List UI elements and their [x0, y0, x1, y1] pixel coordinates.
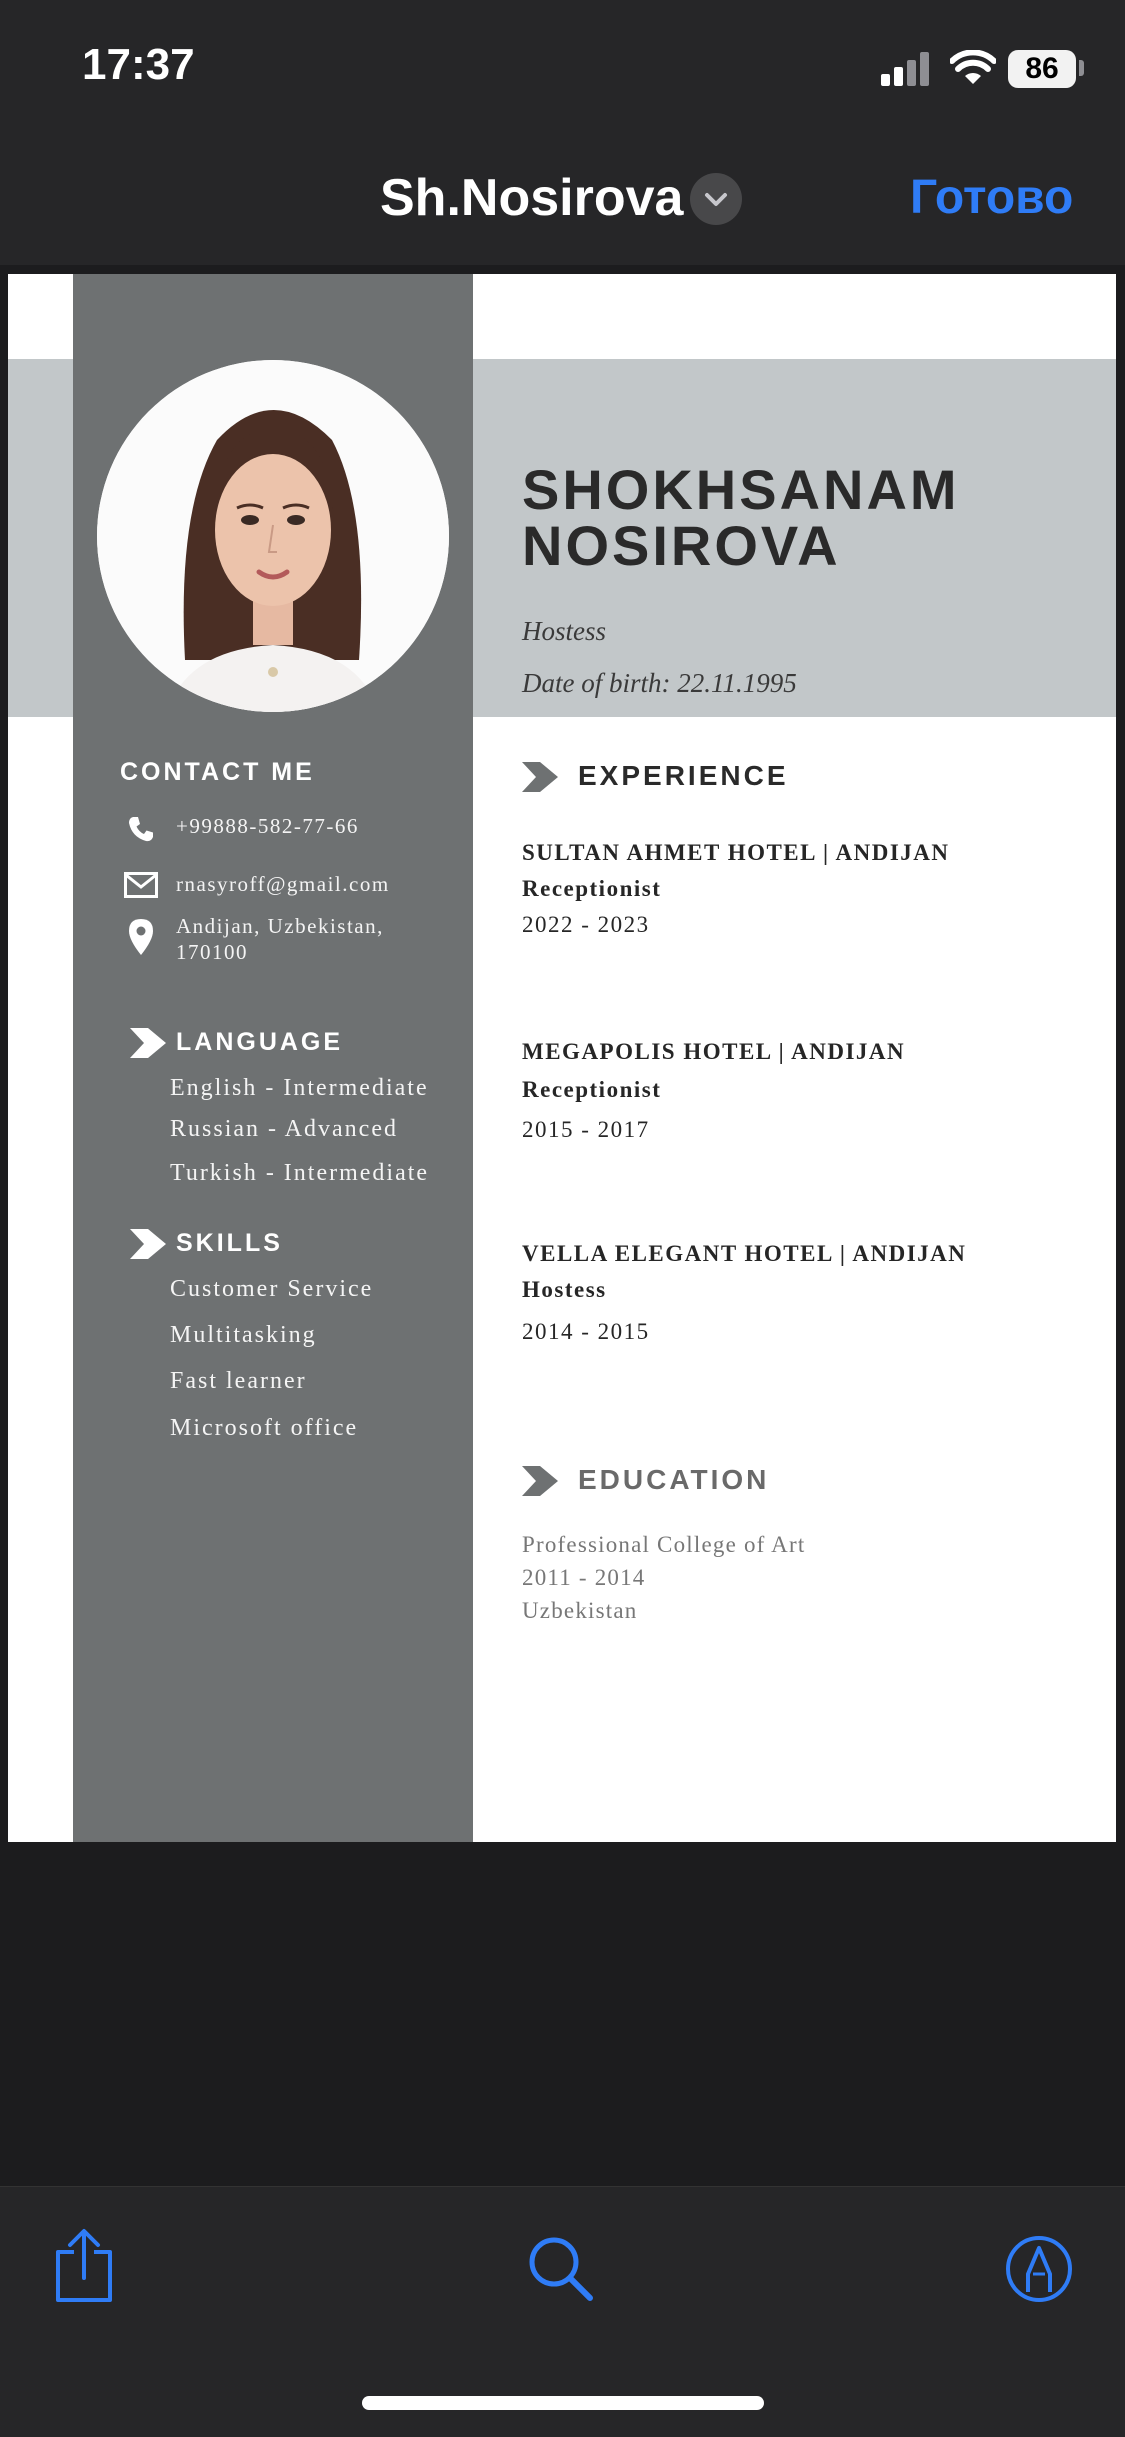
job-years: 2014 - 2015: [522, 1319, 650, 1344]
skills-heading: SKILLS: [176, 1229, 283, 1257]
mail-icon: [124, 872, 158, 898]
markup-pen-icon[interactable]: [1004, 2234, 1074, 2304]
contact-email: rnasyroff@gmail.com: [176, 872, 390, 896]
language-item: English - Intermediate: [170, 1075, 429, 1101]
last-name: NOSIROVA: [522, 514, 841, 577]
search-icon[interactable]: [526, 2234, 596, 2304]
chevron-down-icon: [690, 173, 742, 225]
resume-document[interactable]: [8, 274, 1116, 1842]
contact-phone: +99888-582-77-66: [176, 814, 359, 838]
battery-nub: [1079, 60, 1084, 76]
experience-heading: EXPERIENCE: [578, 760, 789, 791]
language-item: Russian - Advanced: [170, 1116, 398, 1142]
first-name: SHOKHSANAM: [522, 458, 960, 521]
profile-photo: [97, 360, 449, 712]
contact-address-line2: 170100: [176, 940, 248, 964]
education-country: Uzbekistan: [522, 1598, 638, 1623]
skill-item: Microsoft office: [170, 1415, 359, 1441]
job-position: Hostess: [522, 616, 607, 646]
job-company: SULTAN AHMET HOTEL | ANDIJAN: [522, 840, 950, 865]
job-years: 2022 - 2023: [522, 912, 650, 937]
skill-item: Fast learner: [170, 1368, 307, 1394]
skill-item: Customer Service: [170, 1276, 374, 1302]
contact-heading: CONTACT ME: [120, 758, 315, 786]
education-heading: EDUCATION: [578, 1464, 770, 1495]
done-button[interactable]: Готово: [910, 171, 1074, 224]
arrow-chevron-icon: [522, 1466, 560, 1496]
battery-indicator: 86: [1008, 50, 1076, 88]
job-role: Hostess: [522, 1277, 607, 1302]
arrow-chevron-icon: [130, 1229, 168, 1259]
share-icon[interactable]: [52, 2228, 116, 2304]
phone-icon: [126, 814, 156, 844]
document-title[interactable]: Sh.Nosirova: [380, 169, 684, 227]
education-years: 2011 - 2014: [522, 1565, 646, 1590]
wifi-icon: [950, 50, 996, 88]
arrow-chevron-icon: [522, 762, 560, 792]
portrait-illustration: [97, 360, 449, 712]
home-indicator[interactable]: [362, 2396, 764, 2410]
date-of-birth: Date of birth: 22.11.1995: [522, 668, 797, 698]
contact-address-line1: Andijan, Uzbekistan,: [176, 914, 384, 938]
arrow-chevron-icon: [130, 1028, 168, 1058]
job-years: 2015 - 2017: [522, 1117, 650, 1142]
job-role: Receptionist: [522, 876, 662, 901]
status-time: 17:37: [82, 40, 195, 89]
cellular-signal-icon: [881, 50, 933, 88]
job-company: VELLA ELEGANT HOTEL | ANDIJAN: [522, 1241, 967, 1266]
education-school: Professional College of Art: [522, 1532, 806, 1557]
language-heading: LANGUAGE: [176, 1028, 344, 1056]
full-name: [522, 458, 960, 577]
job-role: Receptionist: [522, 1077, 662, 1102]
title-menu-button[interactable]: [690, 173, 742, 225]
job-company: MEGAPOLIS HOTEL | ANDIJAN: [522, 1039, 906, 1064]
language-item: Turkish - Intermediate: [170, 1160, 430, 1186]
location-pin-icon: [128, 918, 154, 956]
skill-item: Multitasking: [170, 1322, 317, 1348]
